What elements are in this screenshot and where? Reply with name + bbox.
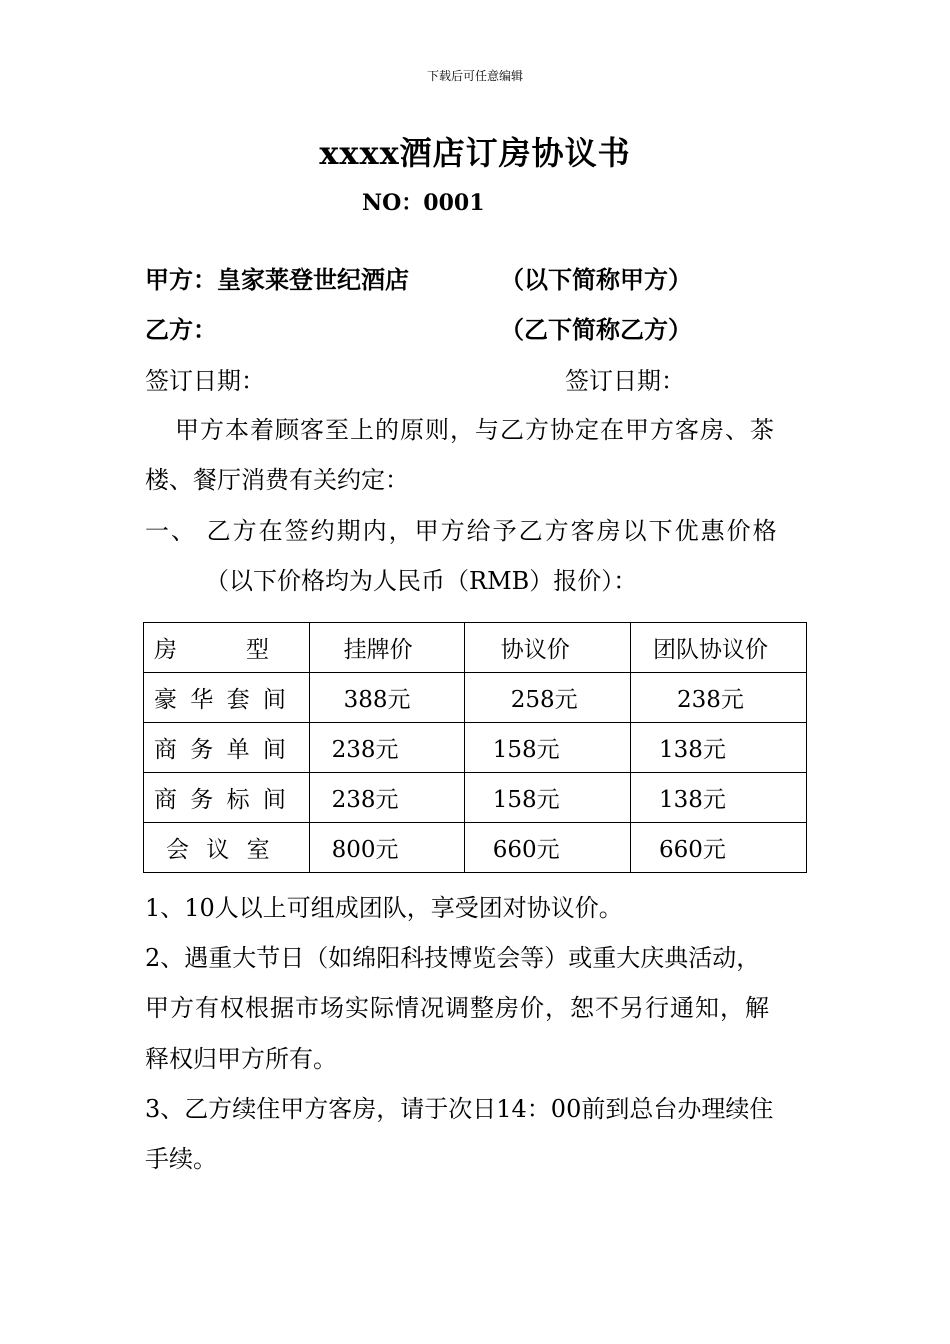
room-type-cell: 会 议 室 — [144, 823, 310, 873]
group-price-cell: 238元 — [630, 673, 806, 723]
document-title: xxxx酒店订房协议书 — [319, 134, 631, 172]
table-row — [144, 773, 807, 823]
room-type-cell: 商 务 标 间 — [144, 773, 310, 823]
table-row — [144, 723, 807, 773]
list-price-cell: 238元 — [309, 723, 464, 773]
agreement-price-cell: 158元 — [464, 773, 630, 823]
party-b-note: （乙下简称乙方） — [500, 315, 692, 344]
note-3-line-2: 手续。 — [145, 1145, 217, 1173]
list-price-cell: 238元 — [309, 773, 464, 823]
note-2-line-1: 2、遇重大节日（如绵阳科技博览会等）或重大庆典活动， — [145, 944, 761, 972]
header-agreement-price: 协议价 — [464, 623, 630, 673]
list-price-cell: 388元 — [309, 673, 464, 723]
note-2-line-2: 甲方有权根据市场实际情况调整房价，恕不另行通知，解 — [145, 994, 770, 1022]
party-a-label: 甲方：皇家莱登世纪酒店 — [145, 265, 409, 294]
group-price-cell: 138元 — [630, 723, 806, 773]
document-number: NO：0001 — [362, 190, 485, 216]
price-table — [143, 622, 807, 873]
room-type-cell: 豪 华 套 间 — [144, 673, 310, 723]
note-2-line-3: 释权归甲方所有。 — [145, 1045, 337, 1073]
agreement-price-cell: 660元 — [464, 823, 630, 873]
note-3-line-1: 3、乙方续住甲方客房，请于次日14：00前到总台办理续住 — [145, 1095, 774, 1123]
group-price-cell: 660元 — [630, 823, 806, 873]
header-list-price: 挂牌价 — [309, 623, 464, 673]
sign-date-right: 签订日期： — [565, 367, 685, 395]
header-note: 下载后可任意编辑 — [426, 69, 523, 83]
table-row — [144, 673, 807, 723]
group-price-cell: 138元 — [630, 773, 806, 823]
table-row — [144, 823, 807, 873]
party-b-label: 乙方： — [145, 315, 217, 344]
party-a-note: （以下简称甲方） — [500, 265, 692, 294]
intro-line-2: 楼、餐厅消费有关约定： — [145, 466, 409, 494]
agreement-price-cell: 158元 — [464, 723, 630, 773]
agreement-price-cell: 258元 — [464, 673, 630, 723]
clause-1-line-1: 一、 乙方在签约期内，甲方给予乙方客房以下优惠价格 — [145, 517, 779, 545]
intro-line-1: 甲方本着顾客至上的原则，与乙方协定在甲方客房、茶 — [175, 416, 775, 444]
room-type-cell: 商 务 单 间 — [144, 723, 310, 773]
sign-date-left: 签订日期： — [145, 367, 265, 395]
header-room-type: 房 型 — [144, 623, 310, 673]
note-1: 1、10人以上可组成团队，享受团对协议价。 — [145, 894, 623, 922]
list-price-cell: 800元 — [309, 823, 464, 873]
clause-1-line-2: （以下价格均为人民币（RMB）报价）： — [205, 567, 638, 595]
header-group-price: 团队协议价 — [630, 623, 806, 673]
table-header-row — [144, 623, 807, 673]
